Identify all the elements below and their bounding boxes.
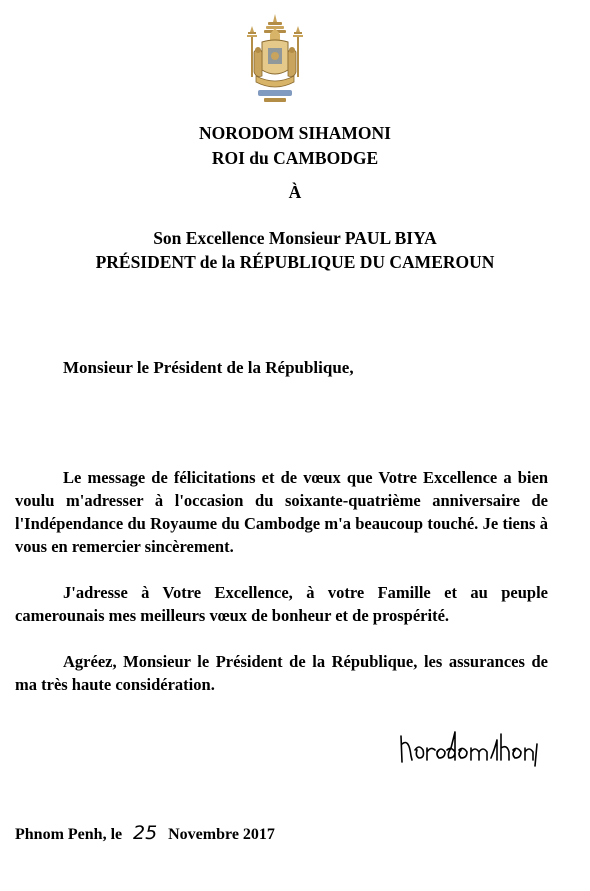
month-year: Novembre 2017 xyxy=(168,826,275,843)
royal-arms-of-cambodia-icon xyxy=(244,12,306,108)
handwritten-signature xyxy=(395,726,547,768)
place-label: Phnom Penh, le xyxy=(15,826,123,843)
body-paragraph-3: Agréez, Monsieur le Président de la République, les assurances de ma très haute considération. xyxy=(15,652,548,694)
to-marker: À xyxy=(288,182,302,202)
sender-title: ROI du CAMBODGE xyxy=(211,148,379,168)
recipient-block xyxy=(0,226,590,274)
recipient-line-2: PRÉSIDENT de la RÉPUBLIQUE DU CAMEROUN xyxy=(95,252,495,272)
body-paragraph-2: J'adresse à Votre Excellence, à votre Famille et au peuple camerounais mes meilleurs vœux de bonheur et de prospérité. xyxy=(15,583,548,625)
place-and-date xyxy=(15,822,275,844)
body-paragraph-1: Le message de félicitations et de vœux que Votre Excellence a bien voulu m'adresser à l'occasion du soixante-quatrième anniversaire de l'Indépendance du Royaume du Cambodge m'a beaucoup touché. Je tiens à vous en remercier sincèrement. xyxy=(15,468,548,556)
sender-block xyxy=(0,121,590,171)
handwritten-day: 25 xyxy=(133,822,158,844)
recipient-line-1: Son Excellence Monsieur PAUL BIYA xyxy=(153,228,437,248)
salutation: Monsieur le Président de la République, xyxy=(63,358,354,377)
sender-name: NORODOM SIHAMONI xyxy=(198,123,391,143)
